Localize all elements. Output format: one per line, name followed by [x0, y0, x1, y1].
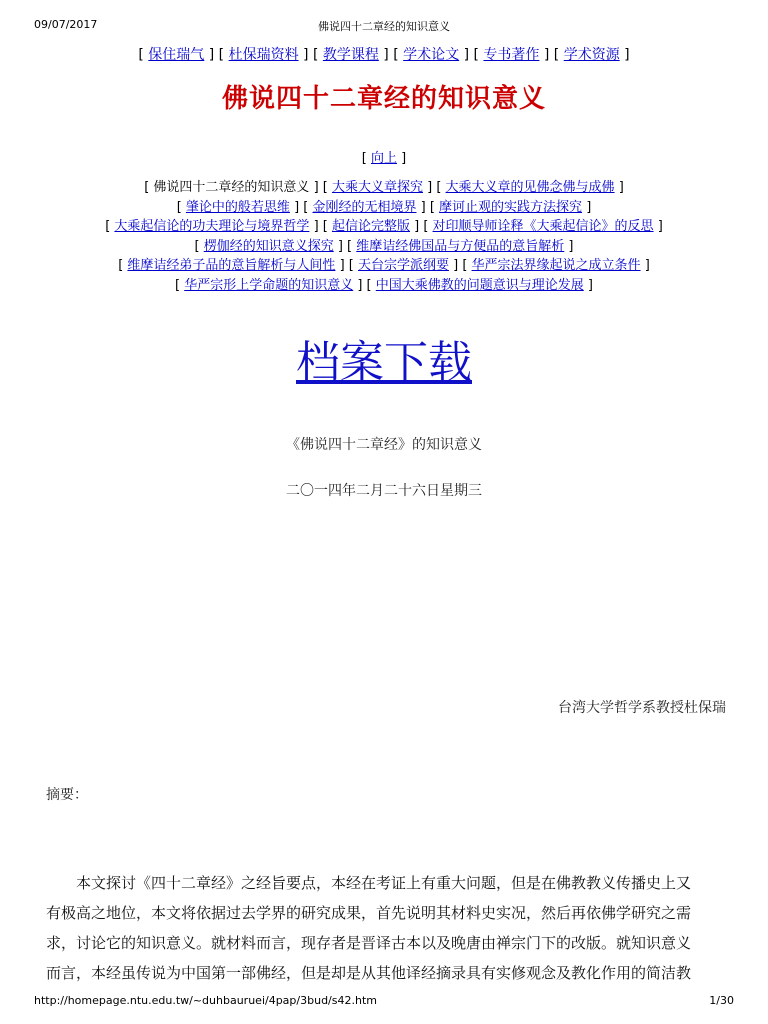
document-title: 《佛说四十二章经》的知识意义 [286, 437, 482, 453]
related-line: [ 肇论中的般若思维 ] [ 金刚经的无相境界 ] [ 摩诃止观的实践方法探究 ] [176, 199, 592, 215]
top-navigation: [ 保住瑞气 ] [ 杜保瑞资料 ] [ 教学课程 ] [ 学术论文 ] [ 专书著作 ] [ 学术资源 ] [138, 47, 630, 63]
abstract-body [46, 868, 726, 988]
related-line: [ 大乘起信论的功夫理论与境界哲学 ] [ 起信论完整版 ] [ 对印顺导师诠释《大乘起信论》的反思 ] [105, 219, 663, 234]
related-line: [ 华严宗形上学命题的知识意义 ] [ 中国大乘佛教的问题意识与理论发展 ] [174, 277, 593, 293]
nav-link-courses[interactable]: 教学课程 [322, 47, 379, 63]
related-line: [ 佛说四十二章经的知识意义 ] [ 大乘大义章探究 ] [ 大乘大义章的见佛念佛与成佛 ] [144, 180, 624, 195]
print-page-title: 佛说四十二章经的知识意义 [318, 20, 450, 33]
nav-link-profile[interactable]: 杜保瑞资料 [228, 47, 299, 63]
related-link[interactable]: 对印顺导师诠释《大乘起信论》的反思 [432, 219, 654, 234]
nav-link-resources[interactable]: 学术资源 [563, 47, 620, 63]
nav-link-papers[interactable]: 学术论文 [403, 47, 460, 63]
abstract-line: 本文探讨《四十二章经》之经旨要点，本经在考证上有重大问题，但是在佛教教义传播史上又 [76, 874, 692, 892]
related-link[interactable]: 华严宗法界缘起说之成立条件 [471, 258, 641, 273]
author-line: 台湾大学哲学系教授杜保瑞 [558, 700, 726, 716]
print-date: 09/07/2017 [34, 18, 98, 31]
abstract-line: 而言，本经虽传说为中国第一部佛经，但是却是从其他译经摘录具有实修观念及教化作用的简洁教 [46, 964, 692, 982]
related-link[interactable]: 摩诃止观的实践方法探究 [439, 199, 583, 215]
related-link[interactable]: 大乘起信论的功夫理论与境界哲学 [114, 219, 310, 234]
print-footer-url: http://homepage.ntu.edu.tw/~duhbauruei/4pap/3bud/s42.htm [34, 994, 377, 1007]
current-article-label: 佛说四十二章经的知识意义 [153, 180, 310, 195]
related-link[interactable]: 大乘大义章的见佛念佛与成佛 [445, 180, 615, 195]
related-link[interactable]: 大乘大义章探究 [331, 180, 423, 195]
document-date: 二〇一四年二月二十六日星期三 [286, 483, 482, 499]
up-navigation: [ 向上 ] [361, 151, 407, 166]
abstract-line: 求，讨论它的知识意义。就材料而言，现存者是晋译古本以及晚唐由禅宗门下的改版。就知识意义 [46, 934, 692, 952]
related-link[interactable]: 楞伽经的知识意义探究 [203, 238, 334, 254]
related-link[interactable]: 维摩诘经佛国品与方便品的意旨解析 [356, 238, 565, 254]
related-link[interactable]: 天台宗学派纲要 [357, 258, 449, 273]
related-line: [ 维摩诘经弟子品的意旨解析与人间性 ] [ 天台宗学派纲要 ] [ 华严宗法界缘起说之成立条件 ] [118, 258, 650, 273]
nav-link-baozhu[interactable]: 保住瑞气 [148, 47, 205, 63]
download-link[interactable]: 档案下载 [296, 337, 472, 388]
related-articles [40, 178, 728, 295]
download-section [0, 326, 768, 390]
page-title: 佛说四十二章经的知识意义 [221, 84, 546, 114]
related-link[interactable]: 起信论完整版 [331, 219, 410, 234]
related-link[interactable]: 肇论中的般若思维 [185, 199, 290, 215]
abstract-heading: 摘要： [46, 787, 88, 803]
up-link[interactable]: 向上 [370, 151, 397, 166]
print-page-number: 1/30 [709, 994, 734, 1007]
abstract-line: 有极高之地位，本文将依据过去学界的研究成果，首先说明其材料史实况，然后再依佛学研究之需 [46, 904, 692, 922]
related-link[interactable]: 金刚经的无相境界 [312, 199, 417, 215]
related-link[interactable]: 中国大乘佛教的问题意识与理论发展 [375, 277, 584, 293]
related-link[interactable]: 华严宗形上学命题的知识意义 [184, 277, 354, 293]
nav-link-books[interactable]: 专书著作 [483, 47, 540, 63]
related-line: [ 楞伽经的知识意义探究 ] [ 维摩诘经佛国品与方便品的意旨解析 ] [194, 238, 574, 254]
related-link[interactable]: 维摩诘经弟子品的意旨解析与人间性 [127, 258, 336, 273]
